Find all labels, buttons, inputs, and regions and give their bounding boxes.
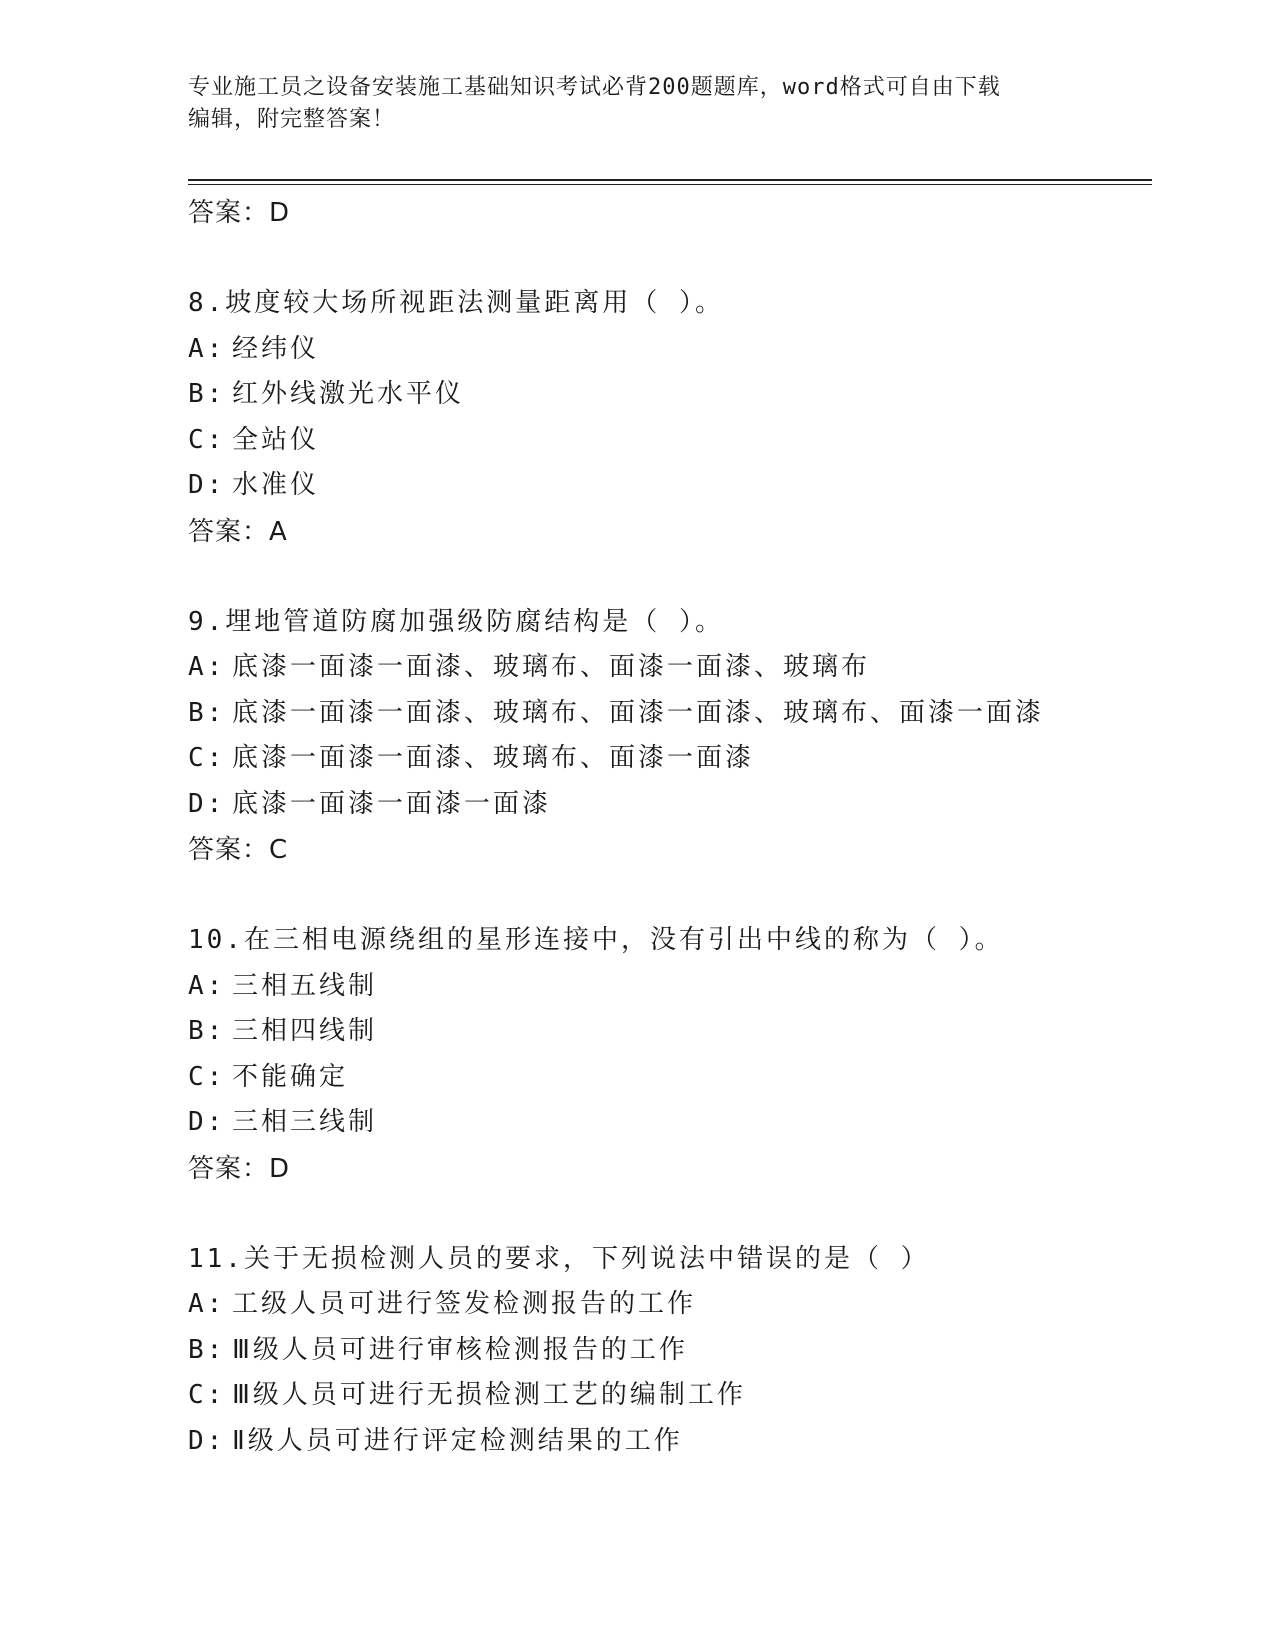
option-c xyxy=(188,736,1148,782)
option-c xyxy=(188,418,1148,464)
option-text: 工级人员可进行签发检测报告的工作 xyxy=(232,1289,697,1319)
option-key: C: xyxy=(188,424,226,455)
option-text: 底漆一面漆一面漆一面漆 xyxy=(232,788,552,819)
option-key: A: xyxy=(188,652,226,682)
option-d xyxy=(188,1419,1148,1465)
option-key: A: xyxy=(188,1289,226,1319)
option-key: D: xyxy=(188,1107,226,1137)
option-a xyxy=(188,327,1148,373)
answer-line: 答案：D xyxy=(188,1153,291,1184)
header-divider-thin xyxy=(188,184,1152,185)
option-a xyxy=(188,1282,1148,1328)
option-text: Ⅲ级人员可进行审核检测报告的工作 xyxy=(232,1334,688,1365)
option-key: A: xyxy=(188,333,226,364)
answer-line: 答案：D xyxy=(188,198,291,228)
option-d xyxy=(188,1100,1148,1146)
option-text: 三相四线制 xyxy=(232,1016,378,1046)
option-text: 底漆一面漆一面漆、玻璃布、面漆一面漆、玻璃布 xyxy=(232,652,871,682)
option-c xyxy=(188,1055,1148,1101)
option-key: B: xyxy=(188,1334,226,1365)
question-block xyxy=(188,281,1148,555)
question-block xyxy=(188,1237,1148,1465)
header-line-2: 编辑，附完整答案！ xyxy=(188,107,396,132)
option-a xyxy=(188,645,1148,691)
answer-line: 答案：A xyxy=(188,516,288,547)
option-key: D: xyxy=(188,1425,226,1456)
option-text: 红外线激光水平仪 xyxy=(232,379,465,409)
option-b xyxy=(188,372,1148,418)
question-stem: 10.在三相电源绕组的星形连接中，没有引出中线的称为（ ）。 xyxy=(188,925,1004,955)
option-key: B: xyxy=(188,1016,226,1046)
option-text: 经纬仪 xyxy=(232,333,320,364)
option-key: B: xyxy=(188,697,226,728)
option-d xyxy=(188,782,1148,828)
question-block xyxy=(188,600,1148,874)
question-block xyxy=(188,918,1148,1192)
option-b xyxy=(188,1328,1148,1374)
option-text: 三相五线制 xyxy=(232,970,378,1001)
option-text: Ⅲ级人员可进行无损检测工艺的编制工作 xyxy=(232,1380,746,1410)
option-c xyxy=(188,1373,1148,1419)
option-key: C: xyxy=(188,1061,226,1092)
question-stem: 9.埋地管道防腐加强级防腐结构是（ ）。 xyxy=(188,606,724,637)
option-key: D: xyxy=(188,470,226,500)
header-divider-thick xyxy=(188,179,1152,181)
question-stem: 8.坡度较大场所视距法测量距离用（ ）。 xyxy=(188,288,724,318)
option-text: 水准仪 xyxy=(232,470,320,500)
document-header xyxy=(188,72,1068,136)
option-b xyxy=(188,691,1148,737)
answer-line: 答案：C xyxy=(188,835,289,865)
option-key: C: xyxy=(188,1380,226,1410)
header-line-1: 专业施工员之设备安装施工基础知识考试必背200题题库，word格式可自由下载 xyxy=(188,75,1001,100)
question-stem: 11.关于无损检测人员的要求，下列说法中错误的是（ ） xyxy=(188,1243,930,1274)
option-key: B: xyxy=(188,379,226,409)
option-d xyxy=(188,463,1148,509)
option-b xyxy=(188,1009,1148,1055)
option-key: C: xyxy=(188,743,226,773)
option-key: A: xyxy=(188,970,226,1001)
option-text: 全站仪 xyxy=(232,424,320,455)
option-key: D: xyxy=(188,788,226,819)
option-text: Ⅱ级人员可进行评定检测结果的工作 xyxy=(232,1425,683,1456)
option-text: 底漆一面漆一面漆、玻璃布、面漆一面漆 xyxy=(232,743,755,773)
option-text: 底漆一面漆一面漆、玻璃布、面漆一面漆、玻璃布、面漆一面漆 xyxy=(232,697,1045,728)
option-text: 三相三线制 xyxy=(232,1107,378,1137)
document-body xyxy=(188,190,1148,1464)
option-a xyxy=(188,964,1148,1010)
option-text: 不能确定 xyxy=(232,1061,349,1092)
